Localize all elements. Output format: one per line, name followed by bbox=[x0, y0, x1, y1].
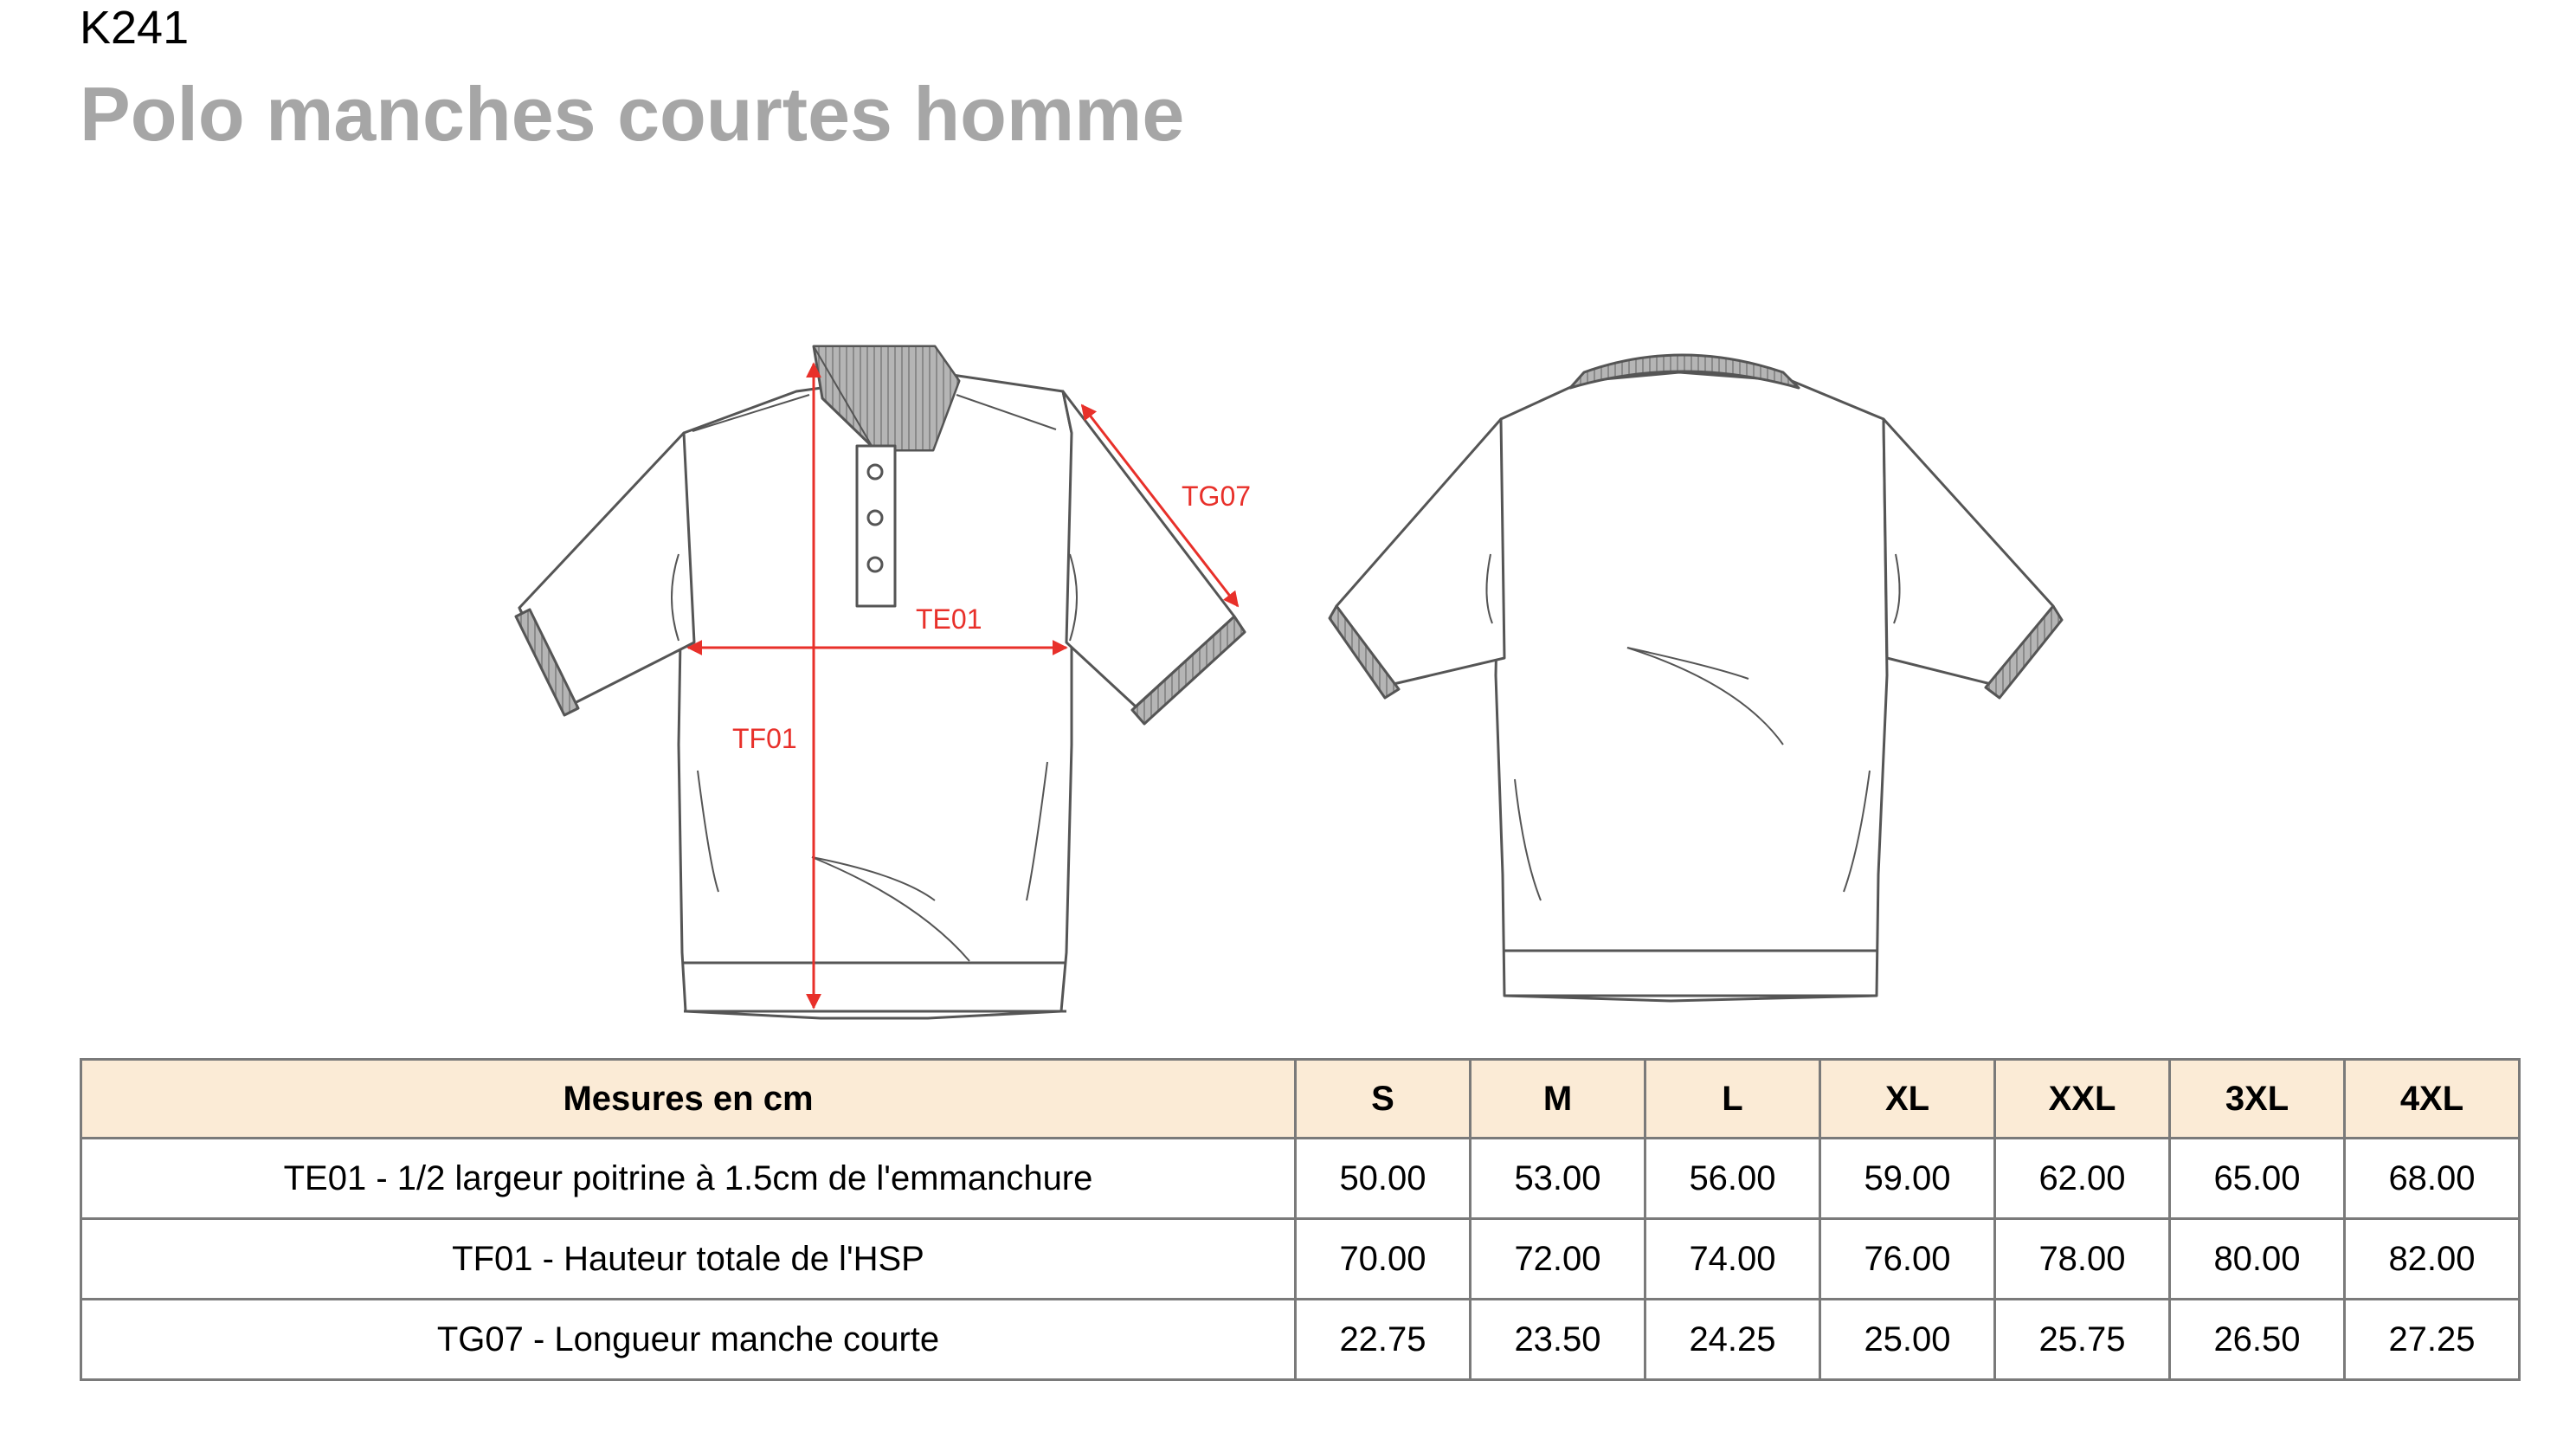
cell-value: 72.00 bbox=[1471, 1219, 1645, 1300]
cell-value: 50.00 bbox=[1296, 1139, 1471, 1219]
header-size-xl: XL bbox=[1820, 1060, 1995, 1139]
cell-value: 25.00 bbox=[1820, 1300, 1995, 1380]
label-tf01: TF01 bbox=[732, 723, 797, 754]
row-label: TF01 - Hauteur totale de l'HSP bbox=[81, 1219, 1296, 1300]
cell-value: 78.00 bbox=[1995, 1219, 2170, 1300]
table-header-row bbox=[81, 1060, 2520, 1139]
header-size-4xl: 4XL bbox=[2345, 1060, 2520, 1139]
cell-value: 65.00 bbox=[2170, 1139, 2345, 1219]
cell-value: 59.00 bbox=[1820, 1139, 1995, 1219]
header-size-m: M bbox=[1471, 1060, 1645, 1139]
cell-value: 68.00 bbox=[2345, 1139, 2520, 1219]
cell-value: 70.00 bbox=[1296, 1219, 1471, 1300]
cell-value: 25.75 bbox=[1995, 1300, 2170, 1380]
cell-value: 62.00 bbox=[1995, 1139, 2170, 1219]
cell-value: 23.50 bbox=[1471, 1300, 1645, 1380]
row-label: TG07 - Longueur manche courte bbox=[81, 1300, 1296, 1380]
page-title: Polo manches courtes homme bbox=[80, 71, 1185, 157]
cell-value: 56.00 bbox=[1645, 1139, 1820, 1219]
cell-value: 74.00 bbox=[1645, 1219, 1820, 1300]
header-size-xxl: XXL bbox=[1995, 1060, 2170, 1139]
cell-value: 53.00 bbox=[1471, 1139, 1645, 1219]
cell-value: 82.00 bbox=[2345, 1219, 2520, 1300]
polo-back-view bbox=[1330, 355, 2062, 1001]
header-measure-label: Mesures en cm bbox=[81, 1060, 1296, 1139]
label-te01: TE01 bbox=[916, 603, 982, 635]
table-row bbox=[81, 1300, 2520, 1380]
header-size-3xl: 3XL bbox=[2170, 1060, 2345, 1139]
size-chart-table bbox=[80, 1058, 2521, 1381]
row-label: TE01 - 1/2 largeur poitrine à 1.5cm de l'emmanchure bbox=[81, 1139, 1296, 1219]
cell-value: 27.25 bbox=[2345, 1300, 2520, 1380]
header-size-s: S bbox=[1296, 1060, 1471, 1139]
polo-front-view bbox=[516, 346, 1245, 1018]
cell-value: 80.00 bbox=[2170, 1219, 2345, 1300]
table-row bbox=[81, 1139, 2520, 1219]
product-reference: K241 bbox=[80, 2, 190, 54]
cell-value: 24.25 bbox=[1645, 1300, 1820, 1380]
cell-value: 26.50 bbox=[2170, 1300, 2345, 1380]
cell-value: 22.75 bbox=[1296, 1300, 1471, 1380]
table-row bbox=[81, 1219, 2520, 1300]
cell-value: 76.00 bbox=[1820, 1219, 1995, 1300]
label-tg07: TG07 bbox=[1182, 481, 1252, 512]
header-size-l: L bbox=[1645, 1060, 1820, 1139]
